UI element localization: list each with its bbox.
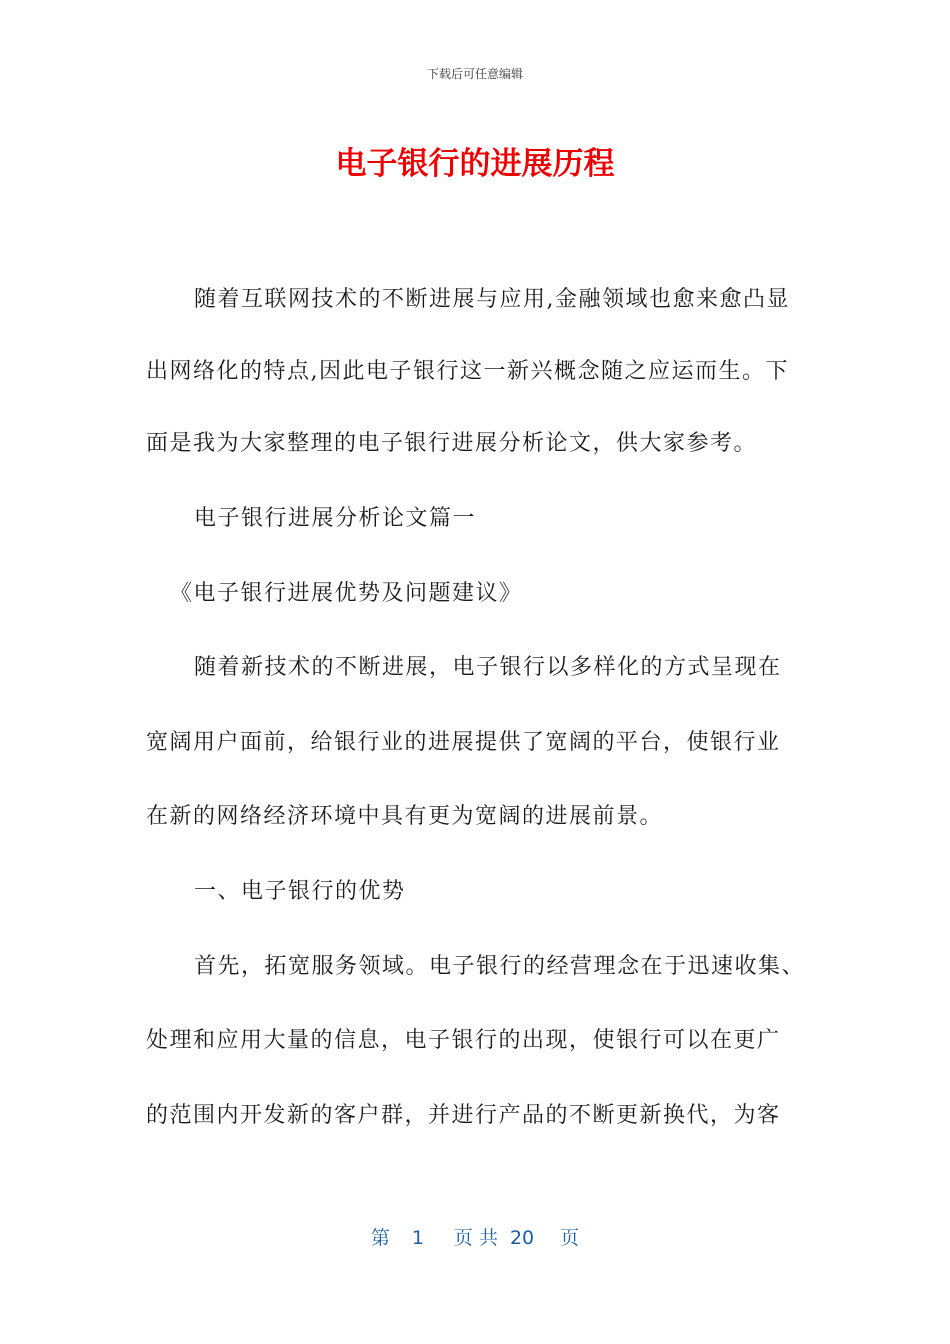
header-note: 下载后可任意编辑 <box>426 67 523 81</box>
section-heading: 一、电子银行的优势 <box>194 879 406 904</box>
paragraph-line: 的范围内开发新的客户群，并进行产品的不断更新换代，为客 <box>146 1103 781 1128</box>
footer-prefix: 第 <box>370 1227 390 1249</box>
footer-page-number: 1 <box>411 1227 424 1249</box>
footer-middle: 页 共 <box>453 1227 498 1249</box>
page-footer <box>0 1224 950 1252</box>
paragraph-line: 出网络化的特点,因此电子银行这一新兴概念随之应运而生。下 <box>146 359 789 384</box>
paragraph-line: 宽阔用户面前，给银行业的进展提供了宽阔的平台，使银行业 <box>146 730 781 755</box>
section-heading: 电子银行进展分析论文篇一 <box>194 506 477 531</box>
paragraph-line: 面是我为大家整理的电子银行进展分析论文，供大家参考。 <box>146 431 758 456</box>
paragraph-line: 处理和应用大量的信息，电子银行的出现，使银行可以在更广 <box>146 1028 781 1053</box>
paragraph-line: 首先，拓宽服务领域。电子银行的经营理念在于迅速收集、 <box>194 954 806 979</box>
article-title: 《电子银行进展优势及问题建议》 <box>170 581 523 606</box>
paragraph-line: 随着新技术的不断进展，电子银行以多样化的方式呈现在 <box>194 655 782 680</box>
paragraph-line: 随着互联网技术的不断进展与应用,金融领域也愈来愈凸显 <box>194 287 790 312</box>
document-title: 电子银行的进展历程 <box>335 146 615 182</box>
paragraph-line: 在新的网络经济环境中具有更为宽阔的进展前景。 <box>146 804 664 829</box>
footer-total-pages: 20 <box>509 1227 535 1249</box>
footer-suffix: 页 <box>560 1227 580 1249</box>
